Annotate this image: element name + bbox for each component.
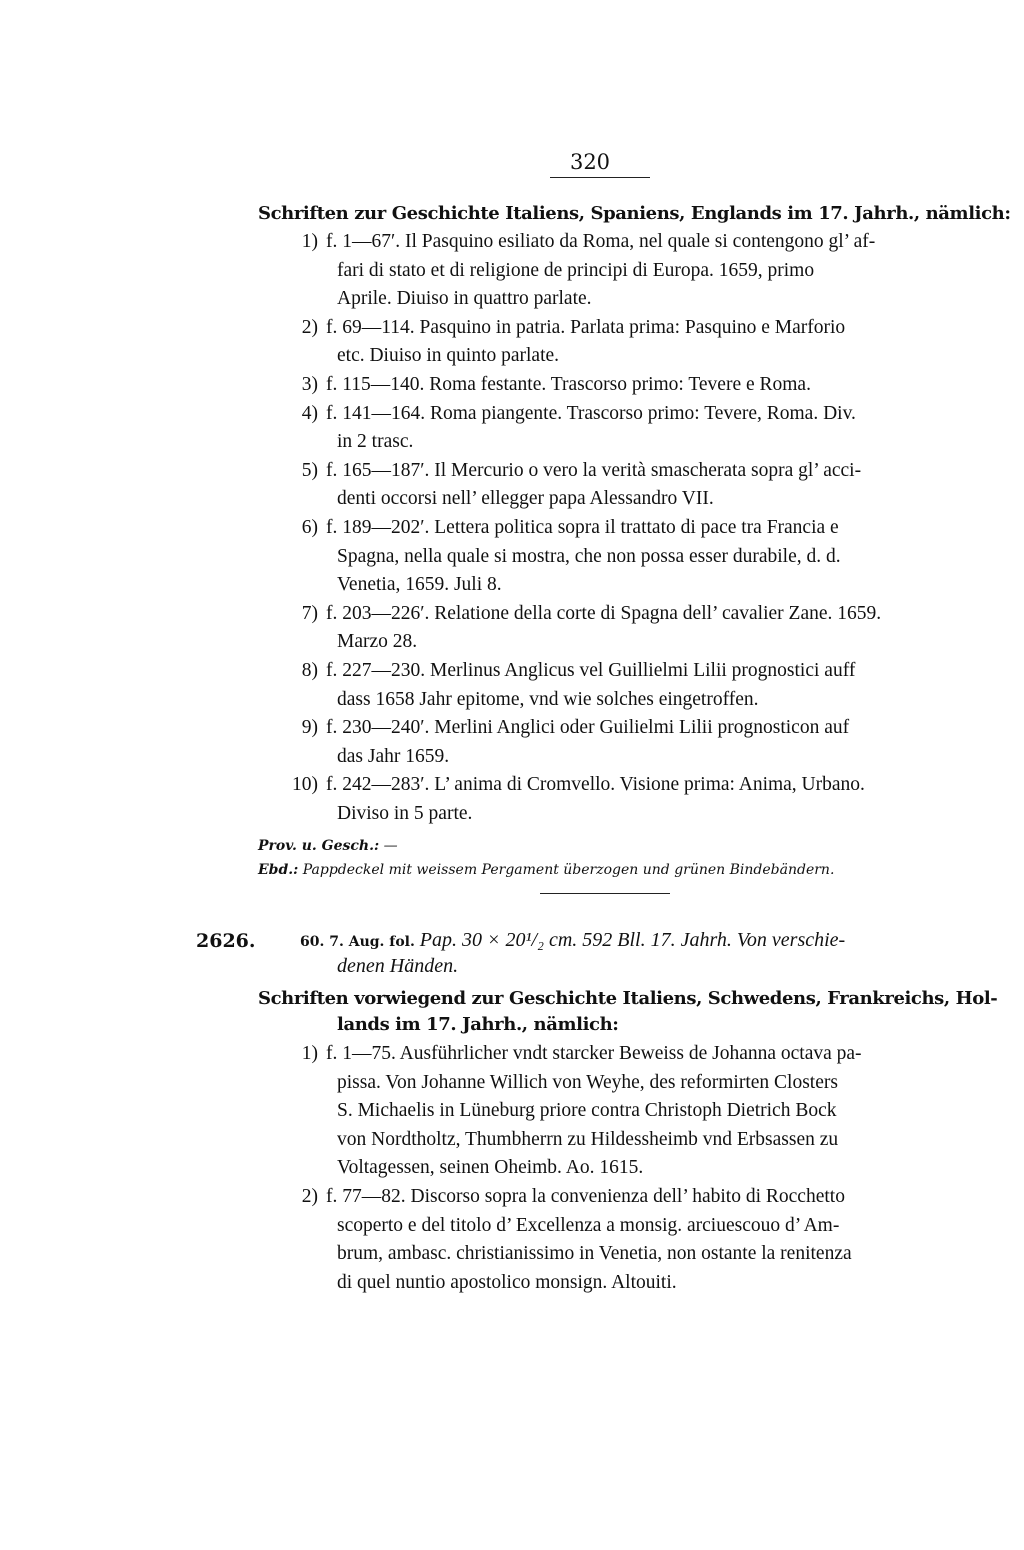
entry-meta-line-1: [300, 928, 845, 954]
list-item-number: 1): [301, 231, 318, 252]
list-item-text: f. 1—75. Ausführlicher vndt starcker Beweiss de Johanna octava pa-: [326, 1043, 862, 1064]
entry-signature: 60. 7. Aug. fol.: [300, 934, 415, 950]
list-item: [258, 459, 861, 483]
section-divider: [540, 893, 670, 894]
entry-meta-line-2: denen Händen.: [337, 955, 459, 977]
list-item-text: f. 165—187′. Il Mercurio o vero la verità smascherata sopra gl’ acci-: [326, 459, 862, 481]
list-item: [258, 602, 881, 626]
binding-line: [258, 858, 834, 882]
list-item: [258, 773, 865, 797]
list-item-number: 9): [301, 717, 318, 739]
list-item-text: f. 203—226′. Relatione della corte di Spagna dell’ cavalier Zane. 1659.: [326, 602, 882, 624]
list-item-continuation: Aprile. Diuiso in quattro parlate.: [337, 288, 592, 310]
list-item-continuation: Diviso in 5 parte.: [337, 803, 473, 824]
list-item-continuation: brum, ambasc. christianissimo in Venetia, non ostante la renitenza: [337, 1243, 852, 1265]
list-item-number: 5): [301, 459, 318, 481]
list-item-continuation: fari di stato et di religione de principi di Europa. 1659, primo: [337, 259, 815, 281]
list-item-continuation: denti occorsi nell’ ellegger papa Alessandro VII.: [337, 488, 714, 510]
list-item: [258, 659, 855, 683]
list-item-continuation: scoperto e del titolo d’ Excellenza a monsig. arciuescouo d’ Am-: [337, 1214, 840, 1236]
section2-heading-2: lands im 17. Jahrh., nämlich:: [337, 1014, 619, 1035]
list-item: [258, 316, 845, 340]
list-item-text: f. 242—283′. L’ anima di Cromvello. Visione prima: Anima, Urbano.: [326, 774, 865, 796]
provenance-value: —: [383, 838, 398, 854]
section2-heading-1: Schriften vorwiegend zur Geschichte Italiens, Schwedens, Frankreichs, Hol-: [258, 988, 998, 1009]
list-item-number: 8): [301, 660, 318, 681]
list-item-number: 6): [301, 517, 318, 538]
page-number: 320: [569, 150, 611, 174]
list-item: [258, 373, 811, 397]
list-item-continuation: Venetia, 1659. Juli 8.: [337, 574, 502, 596]
binding-label: Ebd.:: [258, 862, 299, 878]
list-item-continuation: Voltagessen, seinen Oheimb. Ao. 1615.: [337, 1157, 644, 1179]
list-item-continuation: das Jahr 1659.: [337, 745, 450, 767]
list-item: [258, 230, 875, 254]
list-item-text: f. 230—240′. Merlini Anglici oder Guilielmi Lilii prognosticon auf: [326, 717, 850, 739]
list-item: [258, 716, 849, 740]
list-item-continuation: dass 1658 Jahr epitome, vnd wie solches eingetroffen.: [337, 688, 759, 710]
list-item-number: 2): [301, 316, 318, 338]
list-item-text: f. 189—202′. Lettera politica sopra il trattato di pace tra Francia e: [326, 517, 839, 538]
list-item-continuation: pissa. Von Johanne Willich von Weyhe, des reformirten Closters: [337, 1071, 838, 1093]
list-item-number: 10): [292, 774, 318, 796]
list-item-continuation: von Nordtholtz, Thumbherrn zu Hildessheimb vnd Erbsassen zu: [337, 1128, 839, 1150]
page-number-rule: [550, 177, 650, 178]
list-item-continuation: etc. Diuiso in quinto parlate.: [337, 345, 560, 367]
list-item-continuation: Marzo 28.: [337, 631, 418, 653]
list-item-text: f. 1—67′. Il Pasquino esiliato da Roma, nel quale si contengono gl’ af-: [326, 231, 876, 252]
list-item-continuation: S. Michaelis in Lüneburg priore contra Christoph Dietrich Bock: [337, 1100, 837, 1122]
list-item: [258, 1185, 845, 1209]
list-item: [258, 516, 839, 540]
list-item-continuation: Spagna, nella quale si mostra, che non possa esser durabile, d. d.: [337, 545, 841, 567]
list-item: [258, 1042, 862, 1066]
list-item-continuation: di quel nuntio apostolico monsign. Altouiti.: [337, 1271, 677, 1293]
list-item-text: f. 115—140. Roma festante. Trascorso primo: Tevere e Roma.: [326, 374, 811, 395]
entry-description: Pap. 30 × 20¹/₂ cm. 592 Bll. 17. Jahrh. Von verschie-: [419, 929, 846, 951]
list-item-text: f. 141—164. Roma piangente. Trascorso primo: Tevere, Roma. Div.: [326, 402, 856, 424]
list-item-number: 3): [301, 374, 318, 395]
list-item-text: f. 77—82. Discorso sopra la convenienza dell’ habito di Rocchetto: [326, 1186, 845, 1207]
entry-number: 2626.: [196, 930, 256, 952]
list-item-number: 4): [301, 402, 318, 424]
provenance-line: [258, 834, 398, 858]
list-item-number: 2): [301, 1186, 318, 1207]
list-item-text: f. 227—230. Merlinus Anglicus vel Guillielmi Lilii prognostici auff: [326, 660, 856, 681]
provenance-label: Prov. u. Gesch.:: [258, 838, 380, 854]
section1-heading: Schriften zur Geschichte Italiens, Spaniens, Englands im 17. Jahrh., nämlich:: [258, 203, 1011, 224]
binding-value: Pappdeckel mit weissem Pergament überzogen und grünen Bindebändern.: [302, 862, 835, 878]
list-item-number: 7): [301, 602, 318, 624]
list-item: [258, 402, 856, 426]
list-item-number: 1): [301, 1043, 318, 1064]
list-item-text: f. 69—114. Pasquino in patria. Parlata prima: Pasquino e Marforio: [326, 316, 846, 338]
list-item-continuation: in 2 trasc.: [337, 431, 414, 453]
